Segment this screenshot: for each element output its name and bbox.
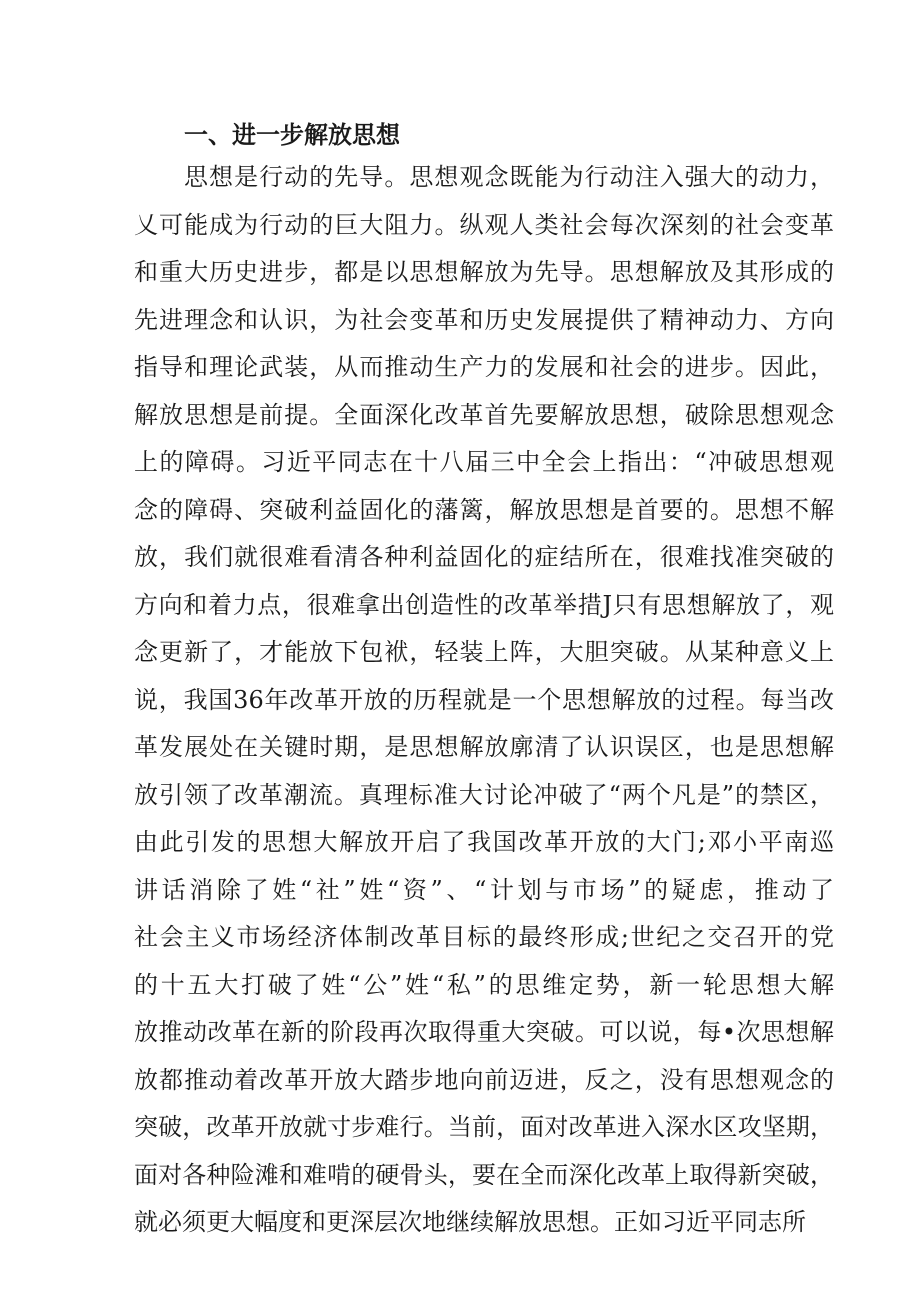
body-paragraph [134, 160, 834, 1253]
paragraph-line: 念的障碍、突破利益固化的藩篱，解放思想是首要的。思想不解 [134, 495, 834, 524]
paragraph-line: 先进理念和认识，为社会变革和历史发展提供了精神动力、方向 [134, 305, 834, 334]
paragraph-line: 指导和理论武装，从而推动生产力的发展和社会的进步。因此， [134, 353, 834, 381]
paragraph-line: 和重大历史进步，都是以思想解放为先导。思想解放及其形成的 [134, 258, 834, 286]
paragraph-line: 面对各种险滩和难啃的硬骨头，要在全而深化改革上取得新突破， [134, 1160, 834, 1189]
paragraph-line: 突破，改革开放就寸步难行。当前，面对改革进入深水区攻坚期， [134, 1113, 834, 1141]
paragraph-line: 由此引发的思想大解放开启了我国改革开放的大门;邓小平南巡 [134, 828, 834, 856]
paragraph-line: 放都推动着改革开放大踏步地向前迈进，反之，没有思想观念的 [134, 1065, 834, 1094]
paragraph-line: 放推动改革在新的阶段再次取得重大突破。可以说，每•次思想解 [134, 1018, 834, 1046]
paragraph-line: 说，我国36年改革开放的历程就是一个思想解放的过程。每当改 [134, 685, 834, 714]
paragraph-line: 放引领了改革潮流。真理标准大讨论冲破了“两个凡是”的禁区， [134, 780, 834, 809]
paragraph-line: 乂可能成为行动的巨大阻力。纵观人类社会每次深刻的社会变革 [134, 210, 834, 239]
paragraph-line: 念更新了，才能放下包袱，轻装上阵，大胆突破。从某种意义上 [134, 638, 834, 666]
paragraph-line: 讲话消除了姓“社”姓“资”、“计划与市场”的疑虑，推动了 [134, 875, 834, 904]
paragraph-line: 上的障碍。习近平同志在十八届三中全会上指出：“冲破思想观 [134, 448, 834, 476]
paragraph-line: 方向和着力点，很难拿出创造性的改革举措J只有思想解放了，观 [134, 590, 834, 619]
section-heading: 一、进一步解放思想 [184, 120, 400, 149]
paragraph-line: 社会主义市场经济体制改革目标的最终形成;世纪之交召开的党 [134, 923, 834, 951]
paragraph-line: 思想是行动的先导。思想观念既能为行动注入强大的动力， [184, 163, 834, 191]
paragraph-line: 解放思想是前提。全面深化改革首先要解放思想，破除思想观念 [134, 400, 834, 429]
paragraph-line: 革发展处在关键时期，是思想解放廓清了认识误区，也是思想解 [134, 733, 834, 761]
paragraph-line: 就必须更大幅度和更深层次地继续解放思想。正如习近平同志所 [134, 1208, 806, 1236]
paragraph-line: 放，我们就很难看清各种利益固化的症结所在，很难找准突破的 [134, 543, 834, 571]
paragraph-line: 的十五大打破了姓“公”姓“私”的思维定势，新一轮思想大解 [134, 970, 834, 999]
